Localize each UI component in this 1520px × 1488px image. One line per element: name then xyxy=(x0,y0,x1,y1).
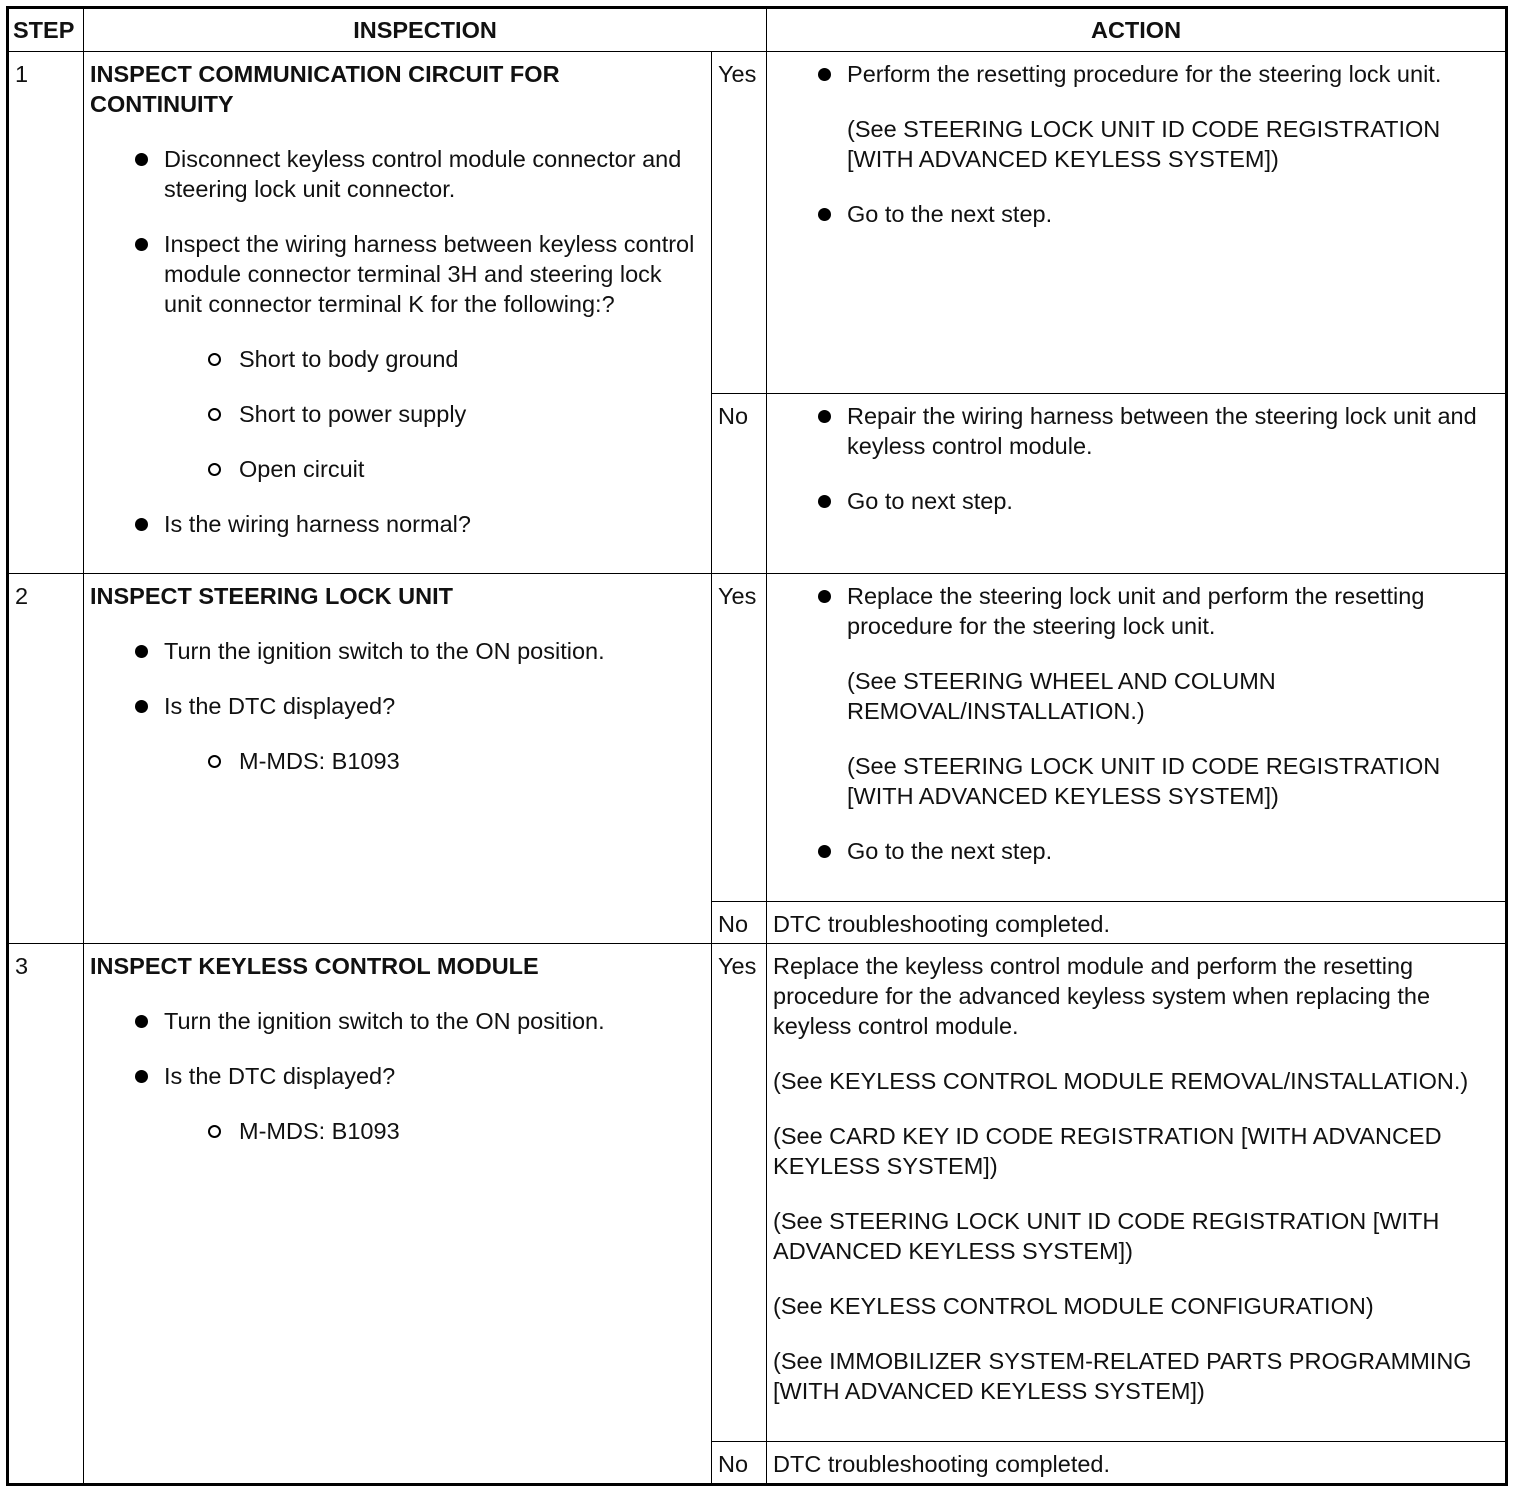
diagnostic-table xyxy=(6,6,1508,1486)
action-bullet: Repair the wiring harness between the steering lock unit and keyless control module. xyxy=(773,401,1499,461)
action-reference: (See STEERING LOCK UNIT ID CODE REGISTRATION [WITH ADVANCED KEYLESS SYSTEM]) xyxy=(847,753,1441,809)
action-reference: (See STEERING LOCK UNIT ID CODE REGISTRATION [WITH ADVANCED KEYLESS SYSTEM]) xyxy=(773,1208,1440,1264)
action-bullet: Go to next step. xyxy=(773,486,1499,516)
action-bullet: Go to the next step. xyxy=(773,199,1499,229)
action-cell xyxy=(767,574,1507,902)
no-label: No xyxy=(712,1442,767,1485)
inspection-subbullet: Short to body ground xyxy=(90,344,705,374)
step-column-header: STEP xyxy=(8,8,84,52)
action-cell xyxy=(767,394,1507,574)
header-row xyxy=(8,8,1507,52)
inspection-question: Is the wiring harness normal? xyxy=(90,509,705,539)
action-bullet: Go to the next step. xyxy=(773,836,1499,866)
action-reference: (See IMMOBILIZER SYSTEM-RELATED PARTS PROGRAMMING [WITH ADVANCED KEYLESS SYSTEM]) xyxy=(773,1348,1472,1404)
action-reference: (See STEERING LOCK UNIT ID CODE REGISTRATION [WITH ADVANCED KEYLESS SYSTEM]) xyxy=(847,116,1441,172)
table-row xyxy=(8,52,1507,394)
inspection-cell xyxy=(84,574,712,944)
inspection-subbullet: M-MDS: B1093 xyxy=(90,746,705,776)
action-reference: (See KEYLESS CONTROL MODULE REMOVAL/INSTALLATION.) xyxy=(773,1068,1469,1094)
action-bullet: Perform the resetting procedure for the steering lock unit. xyxy=(773,59,1499,89)
inspection-bullet: Is the DTC displayed? xyxy=(90,691,705,721)
action-cell: DTC troubleshooting completed. xyxy=(767,902,1507,944)
inspection-column-header: INSPECTION xyxy=(84,8,767,52)
inspection-subbullet: Open circuit xyxy=(90,454,705,484)
inspection-bullet: Inspect the wiring harness between keyless control module connector terminal 3H and steering lock unit connector terminal K for the following:? xyxy=(90,229,705,319)
action-cell: DTC troubleshooting completed. xyxy=(767,1442,1507,1485)
yes-label: Yes xyxy=(712,944,767,1442)
inspection-subbullet: Short to power supply xyxy=(90,399,705,429)
inspection-cell xyxy=(84,52,712,574)
table-row xyxy=(8,574,1507,902)
step-number: 3 xyxy=(8,944,84,1485)
inspection-subbullet: M-MDS: B1093 xyxy=(90,1116,705,1146)
action-column-header: ACTION xyxy=(767,8,1507,52)
inspection-title: INSPECT KEYLESS CONTROL MODULE xyxy=(90,953,539,979)
inspection-bullet: Disconnect keyless control module connector and steering lock unit connector. xyxy=(90,144,705,204)
table-row xyxy=(8,944,1507,1442)
inspection-title: INSPECT COMMUNICATION CIRCUIT FOR CONTINUITY xyxy=(90,61,560,117)
inspection-cell xyxy=(84,944,712,1485)
diagnostic-procedure-page xyxy=(6,6,1508,1482)
action-reference: (See KEYLESS CONTROL MODULE CONFIGURATION) xyxy=(773,1293,1374,1319)
no-label: No xyxy=(712,394,767,574)
no-label: No xyxy=(712,902,767,944)
action-bullet: Replace the steering lock unit and perform the resetting procedure for the steering lock unit. xyxy=(773,581,1499,641)
action-paragraph: Replace the keyless control module and perform the resetting procedure for the advanced keyless system when replacing the keyless control module. xyxy=(773,953,1431,1039)
step-number: 1 xyxy=(8,52,84,574)
action-reference: (See STEERING WHEEL AND COLUMN REMOVAL/INSTALLATION.) xyxy=(847,668,1276,724)
action-reference: (See CARD KEY ID CODE REGISTRATION [WITH ADVANCED KEYLESS SYSTEM]) xyxy=(773,1123,1442,1179)
inspection-bullet: Turn the ignition switch to the ON position. xyxy=(90,636,705,666)
yes-label: Yes xyxy=(712,574,767,902)
inspection-bullet: Turn the ignition switch to the ON position. xyxy=(90,1006,705,1036)
inspection-bullet: Is the DTC displayed? xyxy=(90,1061,705,1091)
step-number: 2 xyxy=(8,574,84,944)
action-cell xyxy=(767,52,1507,394)
action-cell xyxy=(767,944,1507,1442)
yes-label: Yes xyxy=(712,52,767,394)
inspection-title: INSPECT STEERING LOCK UNIT xyxy=(90,583,453,609)
